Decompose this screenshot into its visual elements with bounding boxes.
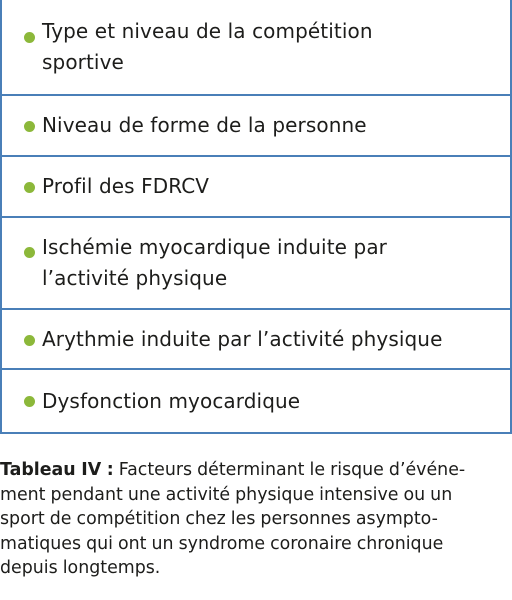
row-text-line: Ischémie myocardique induite par (42, 235, 387, 259)
table-row (2, 310, 510, 370)
row-text-line: Type et niveau de la compétition (42, 19, 373, 43)
table-row (2, 218, 510, 310)
green-bullet-icon (24, 247, 35, 258)
row-text: Profil des FDRCV (42, 174, 210, 198)
row-text-line: l’activité physique (42, 266, 228, 290)
table-row (2, 370, 510, 432)
table-caption (0, 458, 512, 581)
row-text: Niveau de forme de la personne (42, 113, 367, 137)
row-text-line: sportive (42, 50, 124, 74)
caption-text-line: depuis longtemps. (0, 558, 161, 578)
caption-text-line: Facteurs déterminant le risque d’événe- (118, 460, 466, 480)
caption-text-line: sport de compétition chez les personnes asympto- (0, 509, 438, 529)
caption-text-line: ment pendant une activité physique intensive ou un (0, 484, 453, 505)
caption-label: Tableau IV : (0, 460, 114, 480)
table-row (2, 157, 510, 218)
table-row (2, 0, 510, 96)
green-bullet-icon (24, 335, 35, 346)
green-bullet-icon (24, 121, 35, 132)
green-bullet-icon (24, 396, 35, 407)
row-text (42, 16, 373, 78)
row-text: Arythmie induite par l’activité physique (42, 326, 443, 351)
green-bullet-icon (24, 182, 35, 193)
table-row (2, 96, 510, 157)
row-text: Dysfonction myocardique (42, 388, 301, 413)
row-text (42, 232, 387, 294)
caption-text-line: matiques qui ont un syndrome coronaire chronique (0, 533, 444, 554)
green-bullet-icon (24, 32, 35, 43)
